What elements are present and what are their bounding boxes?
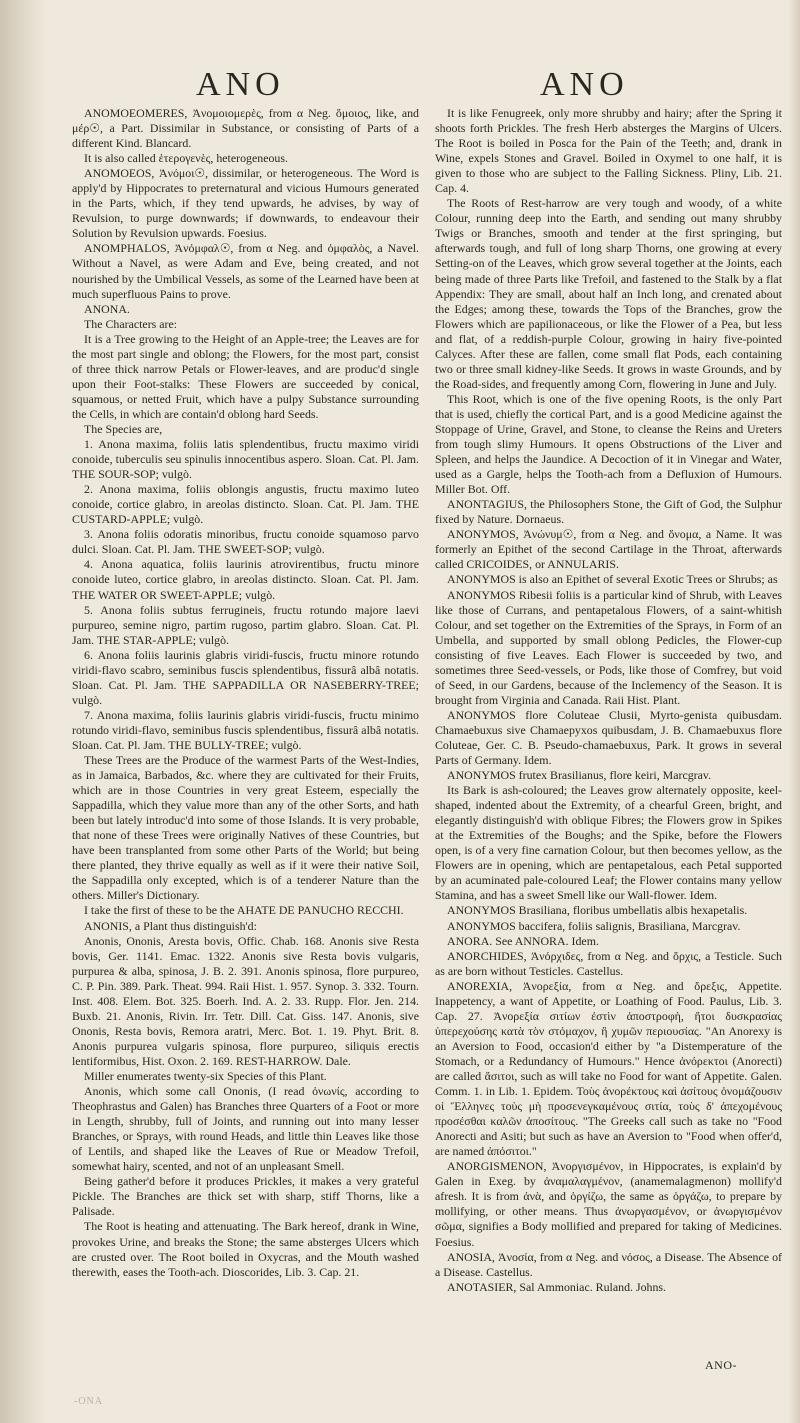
paragraph: ANORCHIDES, Ἀνόρχιδες, from α Neg. and ὄρχις, a Testicle. Such as are born without Testicles. Castellus. [435, 948, 782, 978]
paragraph: ANOMOEOMERES, Ἀνομοιομερὲς, from α Neg. ὅμοιος, like, and μέρ☉, a Part. Dissimilar in Substance, or consisting of Parts of a different Kind. Blancard. [72, 106, 419, 151]
paragraph: 7. Anona maxima, foliis laurinis glabris viridi-fuscis, fructu minimo rotundo viridi-flavo, seminibus fuscis splendentibus, fissurâ albâ notatis. Sloan. Cat. Pl. Jam. THE BULLY-TREE; vulgò. [72, 707, 419, 752]
paragraph: The Root is heating and attenuating. The Bark hereof, drank in Wine, provokes Urine, and breaks the Stone; the same absterges Ulcers which are crusted over. The Root boiled in Oxycras, and the Mouth washed therewith, eases the Tooth-ach. Dioscorides, Lib. 3. Cap. 21. [72, 1219, 419, 1279]
paragraph: ANONYMOS frutex Brasilianus, flore keiri, Marcgrav. [447, 768, 712, 783]
paragraph: ANONYMOS Ribesii foliis is a particular kind of Shrub, with Leaves like those of Currans, and pentapetalous Flowers, of a saint-whitish Colour, and set together on the Extremities of the Sprays, in Form of an Umbella, and supported by small oblong Pedicles, the Flower-cup consisting of five Leaves. Each Flower is succeeded by two, and sometimes three Seed-vessels, or Pods, like those of Comfrey, but void of Seed, in our Gardens, because of the Inclemency of the Season. It is brought from Virginia and Canada. Raii Hist. Plant. [435, 587, 782, 707]
paragraph: ANONYMOS baccifera, foliis salignis, Brasiliana, Marcgrav. [447, 918, 741, 933]
paragraph: ANONTAGIUS, the Philosophers Stone, the Gift of God, the Sulphur fixed by Nature. Dornaeus. [435, 497, 782, 527]
paragraph: I take the first of these to be the AHATE DE PANUCHO RECCHI. [84, 903, 404, 918]
running-header [62, 66, 782, 106]
paragraph: These Trees are the Produce of the warmest Parts of the West-Indies, as in Jamaica, Barbados, &c. where they are cultivated for their Fruits, which are in those Countries in very great Esteem, especially the Sappadilla, which they value more than any of the other Sorts, and hath been but lately introduc'd into some of those Islands. It is very probable, that none of these Trees were originally Natives of these Countries, but have been transplanted from some other Parts of the World; but being there planted, they thrive equally as well as if it were their native Soil, the Sappadilla only excepted, which is of a tenderer Nature than the others. Miller's Dictionary. [72, 753, 419, 903]
paragraph: ANONYMOS is also an Epithet of several Exotic Trees or Shrubs; as [447, 572, 778, 587]
paragraph: It is like Fenugreek, only more shrubby and hairy; after the Spring it shoots forth Prickles. The fresh Herb absterges the Margins of Ulcers. The Root is boiled in Posca for the Pain of the Teeth; and, drank in Wine, expels Stones and Gravel. Boiled in Oxymel to one half, it is given to those who are subject to the Falling Sickness. Pliny, Lib. 21. Cap. 4. [435, 106, 782, 196]
paragraph: ANONA. [84, 301, 130, 316]
paragraph: 1. Anona maxima, foliis latis splendentibus, fructu maximo viridi conoide, tuberculis seu spinulis innocentibus aspero. Sloan. Cat. Pl. Jam. THE SOUR-SOP; vulgò. [72, 437, 419, 482]
left-column [72, 106, 419, 1406]
paragraph: ANOMPHALOS, Ἀνόμφαλ☉, from α Neg. and ὀμφαλὸς, a Navel. Without a Navel, as were Adam and Eve, being created, and not nourished by the Umbilical Vessels, as some of the Learned have been at much superfluous Pains to prove. [72, 241, 419, 301]
bleed-through-text: -ONA [74, 1396, 103, 1407]
paragraph: The Characters are: [84, 316, 178, 331]
paragraph: ANONYMOS flore Coluteae Clusii, Myrto-genista quibusdam. Chamaebuxus sive Chamaepyxos quibusdam, J. B. Chamaebuxus flore Coluteae, Ger. C. B. Pseudo-chamaebuxus, Park. It grows in several Parts of Germany. Idem. [435, 707, 782, 768]
paragraph: The Species are, [84, 421, 163, 436]
paragraph: ANOTASIER, Sal Ammoniac. Ruland. Johns. [447, 1279, 667, 1294]
paragraph: Miller enumerates twenty-six Species of this Plant. [84, 1069, 327, 1083]
paragraph: 6. Anona foliis laurinis glabris viridi-fuscis, fructu minore rotundo viridi-flavo scabro, seminibus fuscis splendentibus, fissurâ albâ notatis. Sloan. Cat. Pl. Jam. THE SAPPADILLA OR NASEBERRY-TREE; vulgò. [72, 647, 419, 707]
paragraph: Anonis, which some call Ononis, (I read ὀνωνίς, according to Theophrastus and Galen) has Branches three Quarters of a Foot or more in Length, shrubby, full of Joints, and running out into many lesser Branches, or Sprays, with round Heads, and little thin Leaves like those of Lentils, and shaped like the Leaves of Rue or Meadow Trefoil, somewhat hairy, scented, and not of an unpleasant Smell. [72, 1084, 419, 1174]
paragraph: This Root, which is one of the five opening Roots, is the only Part that is used, chiefly the cortical Part, and is a good Medicine against the Stoppage of Urine, Gravel, and Stone, to cleanse the Reins and Ureters from tough slimy Humours. It opens Obstructions of the Liver and Spleen, and helps the Jaundice. A Decoction of it in Vinegar and Water, used as a Gargle, helps the Tooth-ach from a Defluxion of Humours. Miller Bot. Off. [435, 391, 782, 497]
paragraph: ANOSIA, Ἀνοσία, from α Neg. and νόσος, a Disease. The Absence of a Disease. Castellus. [435, 1249, 782, 1279]
text-columns [72, 106, 782, 1406]
binding-shadow [0, 0, 48, 1423]
paragraph: ANORA. See ANNORA. Idem. [447, 933, 599, 948]
paragraph: The Roots of Rest-harrow are very tough and woody, of a white Colour, running deep into the Earth, and sending out many shrubby Twigs or Branches, smooth and tender at the first springing, but afterwards tough, and full of long sharp Thorns, one growing at every Setting-on of the Leaves, which grow several together at the Joints, each being made of three Parts like Trefoil, and fastened to the Stalk by a flat Appendix: They are small, about half an Inch long, and crenated about the Edges; among these, towards the Tops of the Branches, grow the Flowers which are papilionaceous, or like the Flower of a Pea, but less and flat, of a reddish-purple Colour, growing in hairy five-pointed Calyces. After these are fallen, come small flat Pods, each containing two or three small kidney-like Seeds. It grows in waste Grounds, and by the Road-sides, and frequently among Corn, flowering in June and July. [435, 196, 782, 391]
paragraph: ANONIS, a Plant thus distinguish'd: [84, 918, 257, 933]
paragraph: Anonis, Ononis, Aresta bovis, Offic. Chab. 168. Anonis sive Resta bovis, Ger. 1141. Emac. 1322. Anonis sive Resta bovis vulgaris, purpurea & alba, spinosa, J. B. 2. 391. Anonis spinosa, flore purpureo, C. P. Pin. 389. Park. Theat. 994. Raii Hist. 1. 957. Synop. 3. 332. Tourn. Inst. 408. Elem. Bot. 325. Boerh. Ind. A. 2. 33. Rupp. Flor. Jen. 214. Buxb. 21. Anonis, Rivin. Irr. Tetr. Dill. Cat. Giss. 147. Anonis, sive Ononis, Resta bovis, Remora aratri, Merc. Bot. 1. 19. Phyt. Brit. 8. Anonis purpurea vulgaris spinosa, flore purpureo, siliquis erectis lentiformibus, Hist. Oxon. 2. 169. REST-HARROW. Dale. [72, 933, 419, 1068]
paragraph: ANONYMOS, Ἀνώνυμ☉, from α Neg. and ὄνομα, a Name. It was formerly an Epithet of the second Cartilage in the Throat, afterwards called CRICOIDES, or ANNULARIS. [435, 527, 782, 572]
paragraph: It is a Tree growing to the Height of an Apple-tree; the Leaves are for the most part single and oblong; the Flowers, for the most part, consist of three thick narrow Petals or Flower-leaves, and are produc'd single upon their Foot-stalks: These Flowers are succeeded by conical, squamous, or netted Fruit, which have a pulpy Substance surrounding the Cells, in which are contain'd oblong hard Seeds. [72, 331, 419, 421]
paragraph: 3. Anona foliis odoratis minoribus, fructu conoide squamoso parvo dulci. Sloan. Cat. Pl. Jam. THE SWEET-SOP; vulgò. [72, 527, 419, 557]
paragraph: ANORGISMENON, Ἀνοργισμένον, in Hippocrates, is explain'd by Galen in Exeg. by ἀναμαλαγμένον, (anamemalagmenon) mollify'd afresh. It is from ἀνὰ, and ὀργίζω, the same as ὀργάζω, to prepare by mollifying, or other means. Thus ἀνωργασμένον, or ἀνωργισμένον σῶμα, signifies a Body mollified and prepared for taking of Medicines. Foesius. [435, 1159, 782, 1249]
right-column [435, 106, 782, 1406]
paragraph: Its Bark is ash-coloured; the Leaves grow alternately opposite, keel-shaped, indented about the Extremity, of a chearful Green, bright, and elegantly distinguish'd with oblique Fibres; the Flowers grow in Spikes at the Extremities of the Boughs; and the Spike, before the Flowers open, is of a very fine carnation Colour, but then becomes yellow, as the Flowers are in opening, which are pentapetalous, each Petal supported by an acuminated pale-coloured Leaf; the Flower contains many yellow Stamina, and has a sweet Smell like our Wall-flower. Idem. [435, 783, 782, 903]
catchword: ANO- [705, 1358, 737, 1372]
paragraph: 5. Anona foliis subtus ferrugineis, fructu rotundo majore laevi purpureo, semine nigro, partim rugoso, partim glabro. Sloan. Cat. Pl. Jam. THE STAR-APPLE; vulgò. [72, 602, 419, 647]
paragraph: Being gather'd before it produces Prickles, it makes a very grateful Pickle. The Branches are thick set with sharp, stiff Thorns, like a Palisade. [72, 1174, 419, 1219]
paragraph: ANONYMOS Brasiliana, floribus umbellatis albis hexapetalis. [447, 903, 748, 918]
paragraph: 4. Anona aquatica, foliis laurinis atrovirentibus, fructu minore conoide luteo, cortice glabro, in areolas distincto. Sloan. Cat. Pl. Jam. THE WATER OR SWEET-APPLE; vulgò. [72, 557, 419, 602]
header-right: ANO [540, 66, 629, 103]
paragraph: ANOREXIA, Ἀνορεξία, from α Neg. and ὄρεξις, Appetite. Inappetency, a want of Appetite, or Loathing of Food. Paulus, Lib. 3. Cap. 27. Ἀνορεξία σιτίων ἐστὶν ἀποστροφὴ, ἤτοι δυσκρασίας ὑπερεχούσης κατὰ τὸν στόμαχον, ἢ χυμῶν περιουσίας. "An Anorexy is an Aversion to Food, occasion'd either by "a Distemperature of the Stomach, or a Redundancy of Humours." Hence ἀνόρεκτοι (Anorecti) are called ἄσιτοι, such as will take no Food for want of Appetite. Galen. Comm. 1. in Lib. 1. Epidem. Τοὺς ἀνορέκτους καὶ ἀσίτους ὀνομάζουσιν οἱ Ἕλληνες τοὺς μὴ προσενεγκαμένους σιτία, τοὺς δ' ἀπεχομένους προσέσθαι καλῶν ἀποσίτους. "The Greeks call such as take no "Food Anorecti and Asiti; but such as have an Aversion to "Food when offer'd, are named ἀπόσιτοι." [435, 978, 782, 1159]
paragraph: ANOMOEOS, Ἀνόμοι☉, dissimilar, or heterogeneous. The Word is apply'd by Hippocrates to preternatural and vicious Humours generated in the Parts, which, if they tend upwards, he advises, by way of Revulsion, to purge downwards; if downwards, to endeavour their Solution by Revulsion upwards. Foesius. [72, 166, 419, 241]
paragraph: 2. Anona maxima, foliis oblongis angustis, fructu maximo luteo conoide, cortice glabro, in areolas distincto. Sloan. Cat. Pl. Jam. THE CUSTARD-APPLE; vulgò. [72, 482, 419, 527]
header-left: ANO [196, 66, 285, 103]
page-edge [788, 0, 800, 1423]
paragraph: It is also called ἑτερογενὲς, heterogeneous. [84, 151, 288, 166]
